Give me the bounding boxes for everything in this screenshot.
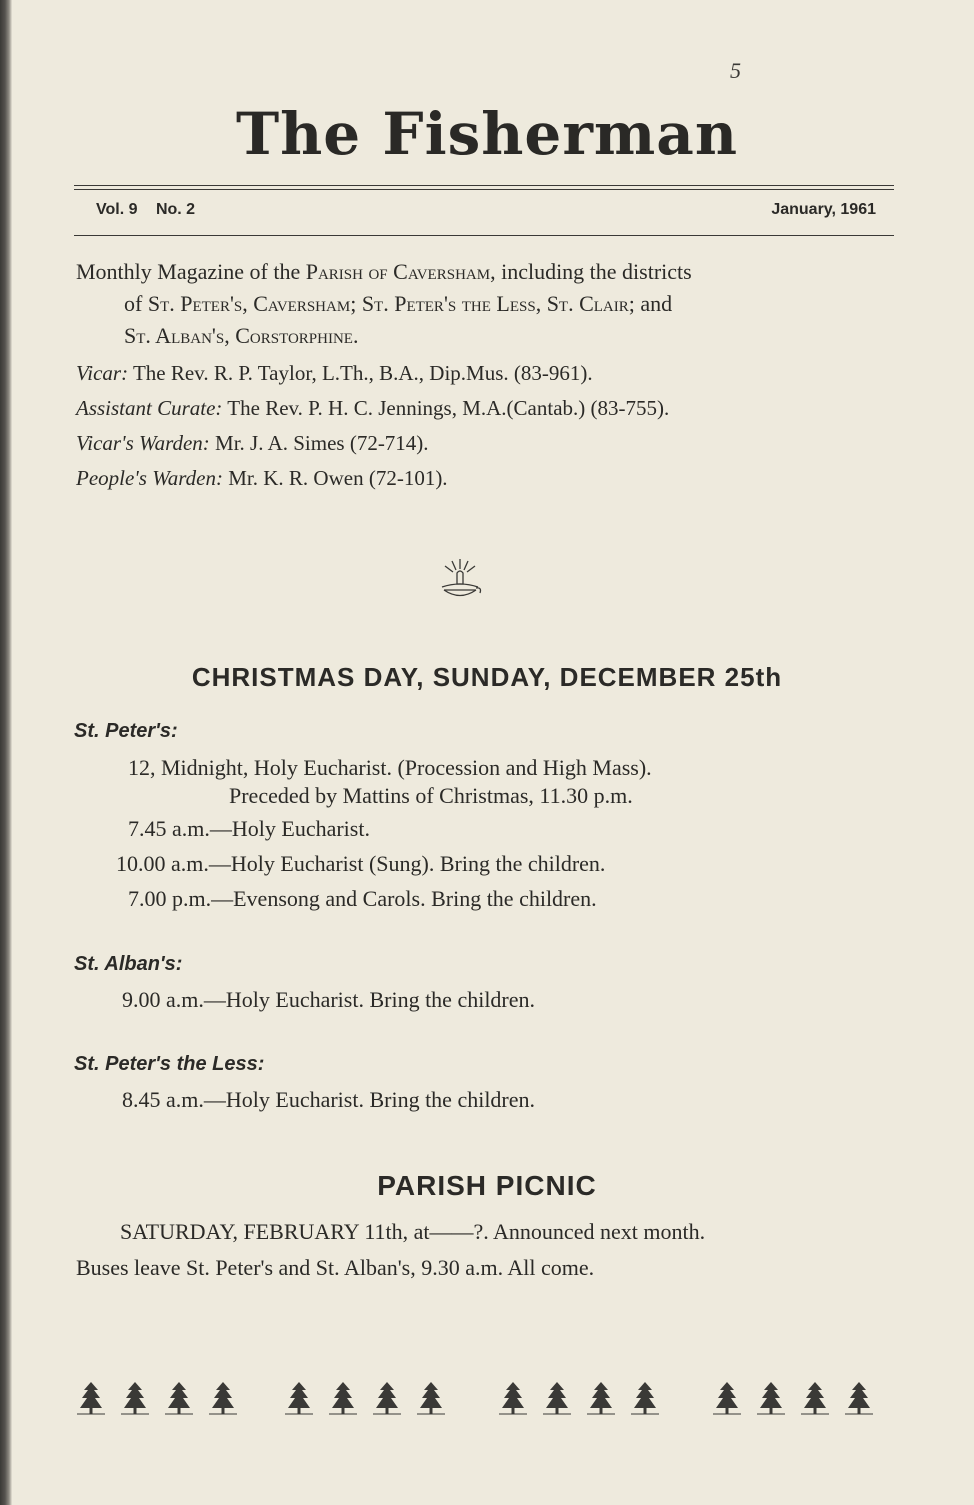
picnic-bus-line: Buses leave St. Peter's and St. Alban's, 9.30 a.m. All come.: [76, 1255, 595, 1280]
magazine-description: Monthly Magazine of the Parish of Caversham, including the districts of St. Peter's, Caversham; St. Peter's the Less, St. Clair; and St. Alban's, Corstorphine.: [76, 259, 692, 348]
parish-name: Parish of Caversham: [305, 259, 491, 284]
officer-vicar: Vicar: The Rev. R. P. Taylor, L.Th., B.A., Dip.Mus. (83-961).: [76, 361, 593, 385]
picnic-date-line: SATURDAY, FEBRUARY 11th, at——?. Announced next month.: [120, 1219, 706, 1244]
service-line: 10.00 a.m.—Holy Eucharist (Sung). Bring the children.: [116, 851, 606, 876]
book-spine-edge: [0, 0, 12, 1505]
magazine-title: The Fisherman: [235, 100, 739, 168]
candle-light-ornament-icon: [436, 557, 484, 603]
st-albans-label: St. Alban's:: [74, 953, 183, 975]
masthead-rule-top-2: [74, 189, 894, 190]
officer-vicars-warden: Vicar's Warden: Mr. J. A. Simes (72-714).: [76, 431, 429, 455]
issue-number: No. 2: [155, 201, 196, 218]
st-peters-label: St. Peter's:: [74, 720, 178, 742]
service-line: 8.45 a.m.—Holy Eucharist. Bring the children.: [122, 1087, 536, 1112]
masthead-info: [96, 201, 876, 219]
volume-number: Vol. 9: [96, 201, 138, 218]
picnic-heading: PARISH PICNIC: [377, 1170, 597, 1201]
masthead-rule-bottom: [74, 235, 894, 236]
officer-peoples-warden: People's Warden: Mr. K. R. Owen (72-101).: [76, 466, 448, 490]
st-peters-less-label: St. Peter's the Less:: [74, 1053, 265, 1075]
masthead-rule-top: [74, 185, 894, 186]
service-line: 9.00 a.m.—Holy Eucharist. Bring the children.: [122, 987, 536, 1012]
service-line: 7.00 p.m.—Evensong and Carols. Bring the children.: [128, 886, 597, 911]
service-line: 12, Midnight, Holy Eucharist. (Procession and High Mass).: [128, 755, 652, 780]
christmas-heading: CHRISTMAS DAY, SUNDAY, DECEMBER 25th: [191, 662, 783, 692]
service-line: Preceded by Mattins of Christmas, 11.30 p.m.: [229, 783, 633, 808]
page-number: 5: [730, 58, 741, 83]
service-line: 7.45 a.m.—Holy Eucharist.: [128, 816, 370, 841]
picnic-details: [76, 1214, 896, 1286]
issue-date: January, 1961: [771, 201, 876, 218]
officer-assistant-curate: Assistant Curate: The Rev. P. H. C. Jennings, M.A.(Cantab.) (83-755).: [76, 396, 670, 420]
parish-officers: [76, 356, 669, 496]
christmas-tree-row-icon: [76, 1378, 896, 1418]
